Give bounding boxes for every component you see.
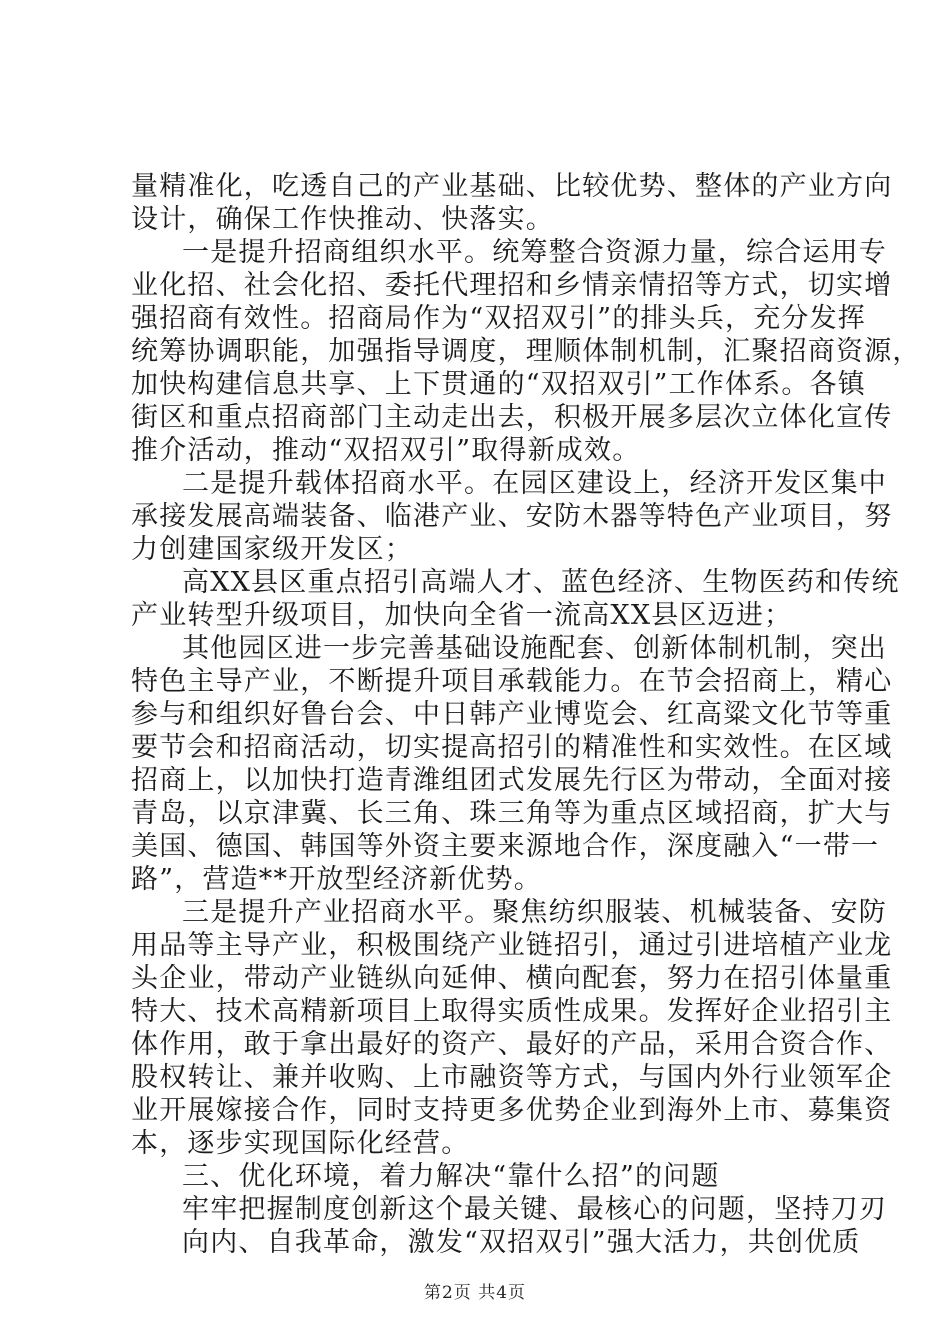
text-line: 向内、自我革命，激发“双招双引”强大活力，共创优质: [182, 1227, 861, 1258]
text-line: 推介活动，推动“双招双引”取得新成效。: [131, 435, 641, 466]
text-line: 用品等主导产业，积极围绕产业链招引，通过引进培植产业龙: [131, 930, 893, 961]
text-line: 股权转让、兼并收购、上市融资等方式，与国内外行业领军企: [131, 1062, 893, 1093]
text-line: 体作用，敢于拿出最好的资产、最好的产品，采用合资合作、: [131, 1029, 893, 1060]
text-line: 三是提升产业招商水平。聚焦纺织服装、机械装备、安防: [182, 897, 887, 928]
text-line: 强招商有效性。招商局作为“双招双引”的排头兵，充分发挥: [131, 303, 867, 334]
text-line: 要节会和招商活动，切实提高招引的精准性和实效性。在区域: [131, 732, 893, 763]
text-line: 路”，营造**开放型经济新优势。: [131, 864, 543, 895]
text-line: 业开展嫁接合作，同时支持更多优势企业到海外上市、募集资: [131, 1095, 893, 1126]
text-line: 牢牢把握制度创新这个最关键、最核心的问题，坚持刀刃: [182, 1194, 887, 1225]
text-line: 街区和重点招商部门主动走出去，积极开展多层次立体化宣传: [131, 402, 893, 433]
text-line: 头企业，带动产业链纵向延伸、横向配套，努力在招引体量重: [131, 963, 893, 994]
text-line: 业化招、社会化招、委托代理招和乡情亲情招等方式，切实增: [131, 270, 893, 301]
page-footer: [0, 1282, 950, 1304]
text-line: 特色主导产业，不断提升项目承载能力。在节会招商上，精心: [131, 666, 893, 697]
text-line: 加快构建信息共享、上下贯通的“双招双引”工作体系。各镇: [131, 369, 867, 400]
text-line: 承接发展高端装备、临港产业、安防木器等特色产业项目，努: [131, 501, 893, 532]
text-line: 美国、德国、韩国等外资主要来源地合作，深度融入“一带一: [131, 831, 880, 862]
text-line: 量精准化，吃透自己的产业基础、比较优势、整体的产业方向: [131, 171, 893, 202]
text-line: 高XX县区重点招引高端人才、蓝色经济、生物医药和传统: [182, 567, 900, 598]
text-line: 设计，确保工作快推动、快落实。: [131, 204, 554, 235]
page-number: 第2页 共4页: [423, 1283, 527, 1303]
text-line: 其他园区进一步完善基础设施配套、创新体制机制，突出: [182, 633, 887, 664]
section-heading: 三、优化环境，着力解决“靠什么招”的问题: [182, 1161, 720, 1192]
text-line: 产业转型升级项目，加快向全省一流高XX县区迈进；: [131, 600, 793, 631]
text-line: 本，逐步实现国际化经营。: [131, 1128, 470, 1159]
text-line: 统筹协调职能，加强指导调度，理顺体制机制，汇聚招商资源，: [131, 336, 921, 367]
text-line: 一是提升招商组织水平。统筹整合资源力量，综合运用专: [182, 237, 887, 268]
text-line: 二是提升载体招商水平。在园区建设上，经济开发区集中: [182, 468, 887, 499]
text-line: 青岛，以京津冀、长三角、珠三角等为重点区域招商，扩大与: [131, 798, 893, 829]
text-line: 特大、技术高精新项目上取得实质性成果。发挥好企业招引主: [131, 996, 893, 1027]
text-line: 参与和组织好鲁台会、中日韩产业博览会、红高粱文化节等重: [131, 699, 893, 730]
text-line: 招商上，以加快打造青潍组团式发展先行区为带动，全面对接: [131, 765, 893, 796]
text-line: 力创建国家级开发区；: [131, 534, 413, 565]
